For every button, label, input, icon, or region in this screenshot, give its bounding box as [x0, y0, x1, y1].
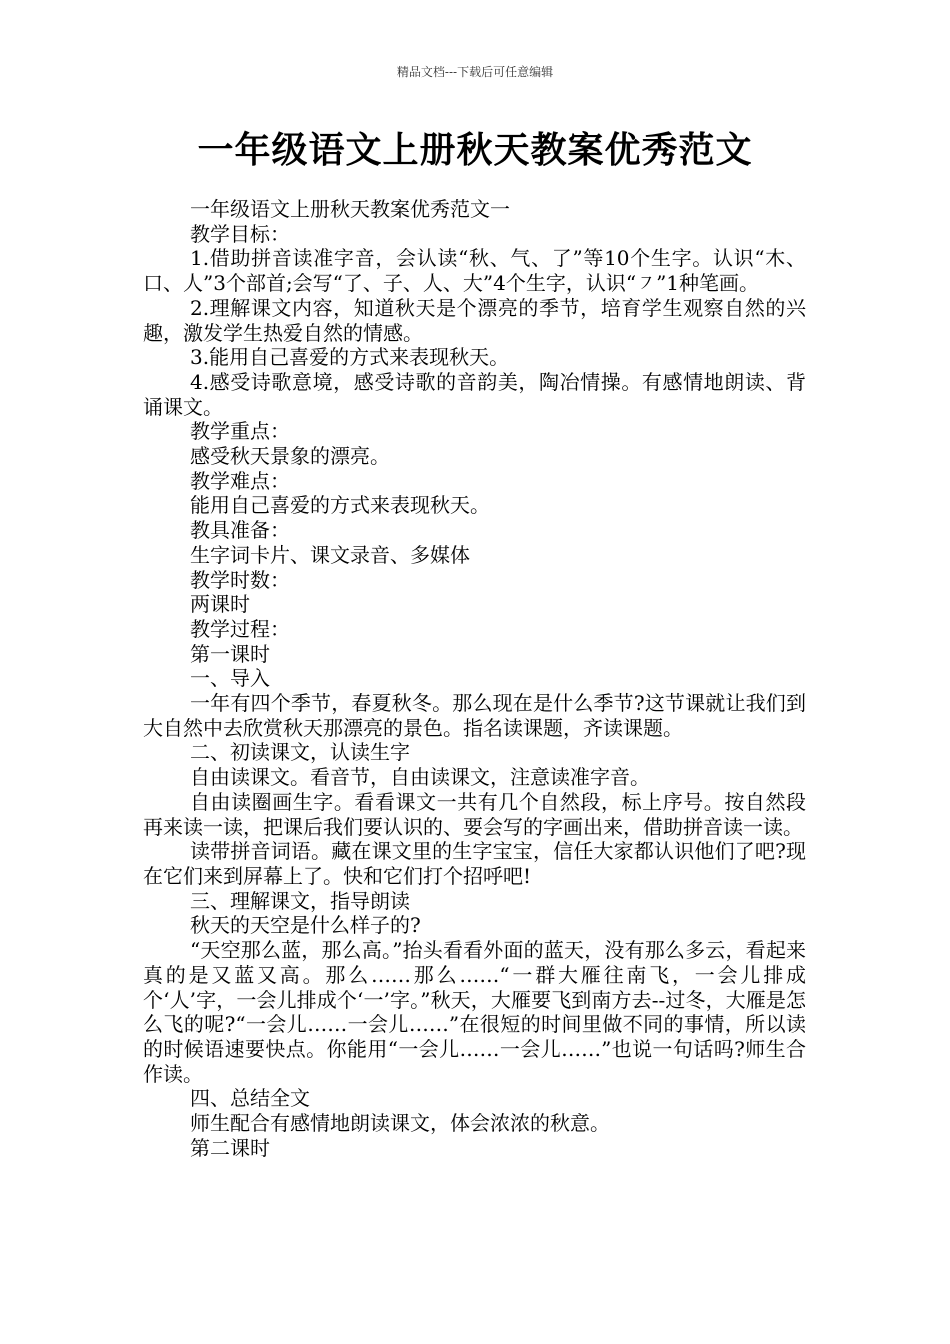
paragraph-subtitle: 一年级语文上册秋天教案优秀范文一: [190, 197, 510, 221]
paragraph-intro-text: 一年有四个季节，春夏秋冬。那么现在是什么季节?这节课就让我们到大自然中去欣赏秋天那漂亮的景色。指名读课题，齐读课题。: [143, 691, 806, 740]
paragraph-section-first-reading: 二、初读课文，认读生字: [190, 740, 410, 765]
paragraph-materials: 生字词卡片、课文录音、多媒体: [190, 542, 470, 567]
paragraph-free-reading: 自由读课文。看音节，自由读课文，注意读准字音。: [190, 765, 650, 790]
paragraph-objective-3: 3.能用自己喜爱的方式来表现秋天。: [190, 345, 510, 370]
paragraph-section-summary: 四、总结全文: [190, 1086, 310, 1111]
paragraph-sky-discussion: “天空那么蓝，那么高。”抬头看看外面的蓝天，没有那么多云，看起来真的是又蓝又高。那么……那么……“一群大雁往南飞，一会儿排成个‘人’字，一会儿排成个‘一’字。”秋天，大雁要飞到南方去--过冬，大雁是怎么飞的呢?“一会儿……一会儿……”在很短的时间里做不同的事情，所以读的时候语速要快点。你能用“一会儿……一会儿……”也说一句话吗?师生合作读。: [143, 938, 806, 1086]
paragraph-sky-question: 秋天的天空是什么样子的?: [190, 913, 421, 938]
paragraph-second-period: 第二课时: [190, 1135, 270, 1160]
paragraph-difficulties: 能用自己喜爱的方式来表现秋天。: [190, 493, 490, 518]
paragraph-heading-objectives: 教学目标：: [190, 221, 290, 246]
paragraph-heading-process: 教学过程：: [190, 616, 290, 641]
page-header: 精品文档---下载后可任意编辑: [396, 65, 554, 79]
paragraph-circle-characters: 自由读圈画生字。看看课文一共有几个自然段，标上序号。按自然段再来读一读，把课后我们要认识的、要会写的字画出来，借助拼音读一读。: [143, 789, 806, 839]
paragraph-heading-periods: 教学时数：: [190, 567, 290, 592]
paragraph-objective-1: 1.借助拼音读准字音，会认读“秋、气、了”等10个生字。认识“木、口、人”3个部首;会写“了、子、人、大”4个生字，认识“㇇”1种笔画。: [143, 246, 806, 296]
paragraph-first-period: 第一课时: [190, 641, 270, 666]
paragraph-periods: 两课时: [190, 592, 250, 617]
paragraph-objective-2: 2.理解课文内容，知道秋天是个漂亮的季节，培育学生观察自然的兴趣，激发学生热爱自然的情感。: [143, 295, 806, 345]
document-body: [143, 197, 806, 1160]
paragraph-summary-text: 师生配合有感情地朗读课文，体会浓浓的秋意。: [190, 1111, 610, 1136]
paragraph-section-intro: 一、导入: [190, 666, 270, 691]
paragraph-heading-difficulties: 教学难点：: [190, 468, 290, 493]
paragraph-key-points: 感受秋天景象的漂亮。: [190, 444, 390, 469]
paragraph-section-understanding: 三、理解课文，指导朗读: [190, 888, 410, 913]
paragraph-pinyin-words: 读带拼音词语。藏在课文里的生字宝宝，信任大家都认识他们了吧?现在它们来到屏幕上了。快和它们打个招呼吧!: [143, 839, 806, 888]
document-title: 一年级语文上册秋天教案优秀范文: [197, 130, 753, 171]
paragraph-heading-key-points: 教学重点：: [190, 419, 290, 444]
paragraph-objective-4: 4.感受诗歌意境，感受诗歌的音韵美，陶冶情操。有感情地朗读、背诵课文。: [143, 369, 806, 419]
paragraph-heading-materials: 教具准备：: [190, 518, 290, 543]
